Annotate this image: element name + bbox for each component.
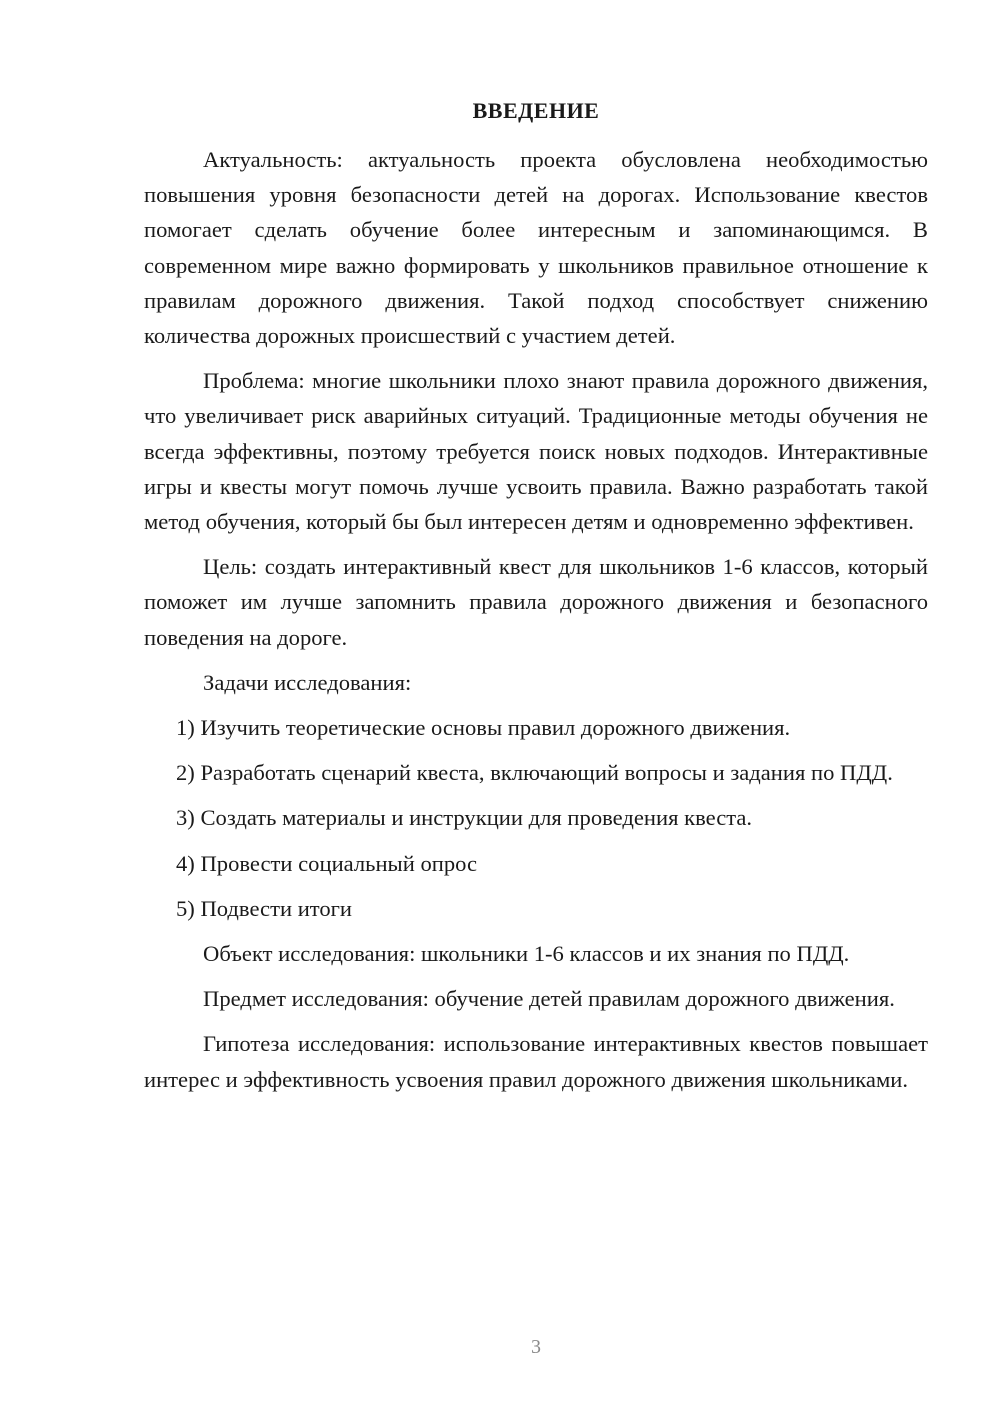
task-item-4: 4) Провести социальный опрос (176, 850, 478, 876)
paragraph-subject: Предмет исследования: обучение детей правилам дорожного движения. (203, 986, 895, 1012)
task-item-3: 3) Создать материалы и инструкции для проведения квеста. (176, 805, 753, 831)
paragraph-relevance: Актуальность: актуальность проекта обусловлена необходимостью повышения уровня безопасности детей на дорогах. Использование квестов помогает сделать обучение более интересным и запоминающимся. В современном мире важно формировать у школьников правильное отношение к правилам дорожного движения. Такой подход способствует снижению количества дорожных происшествий с участием детей. (144, 147, 928, 349)
paragraph-goal: Цель: создать интерактивный квест для школьников 1-6 классов, который поможет им лучше запомнить правила дорожного движения и безопасного поведения на дороге. (144, 554, 928, 650)
paragraph-hypothesis: Гипотеза исследования: использование интерактивных квестов повышает интерес и эффективность усвоения правил дорожного движения школьниками. (144, 1031, 928, 1092)
task-item-1: 1) Изучить теоретические основы правил дорожного движения. (176, 715, 791, 741)
paragraph-object: Объект исследования: школьники 1-6 классов и их знания по ПДД. (203, 941, 850, 967)
section-title: ВВЕДЕНИЕ (472, 98, 600, 123)
task-item-2: 2) Разработать сценарий квеста, включающий вопросы и задания по ПДД. (176, 760, 893, 786)
page-number: 3 (531, 1336, 541, 1358)
paragraph-problem: Проблема: многие школьники плохо знают правила дорожного движения, что увеличивает риск аварийных ситуаций. Традиционные методы обучения не всегда эффективны, поэтому требуется поиск новых подходов. Интерактивные игры и квесты могут помочь лучше усвоить правила. Важно разработать такой метод обучения, который бы был интересен детям и одновременно эффективен. (144, 368, 928, 535)
paragraph-tasks-heading: Задачи исследования: (203, 669, 412, 695)
task-item-5: 5) Подвести итоги (176, 895, 353, 921)
document-body (144, 142, 928, 1107)
